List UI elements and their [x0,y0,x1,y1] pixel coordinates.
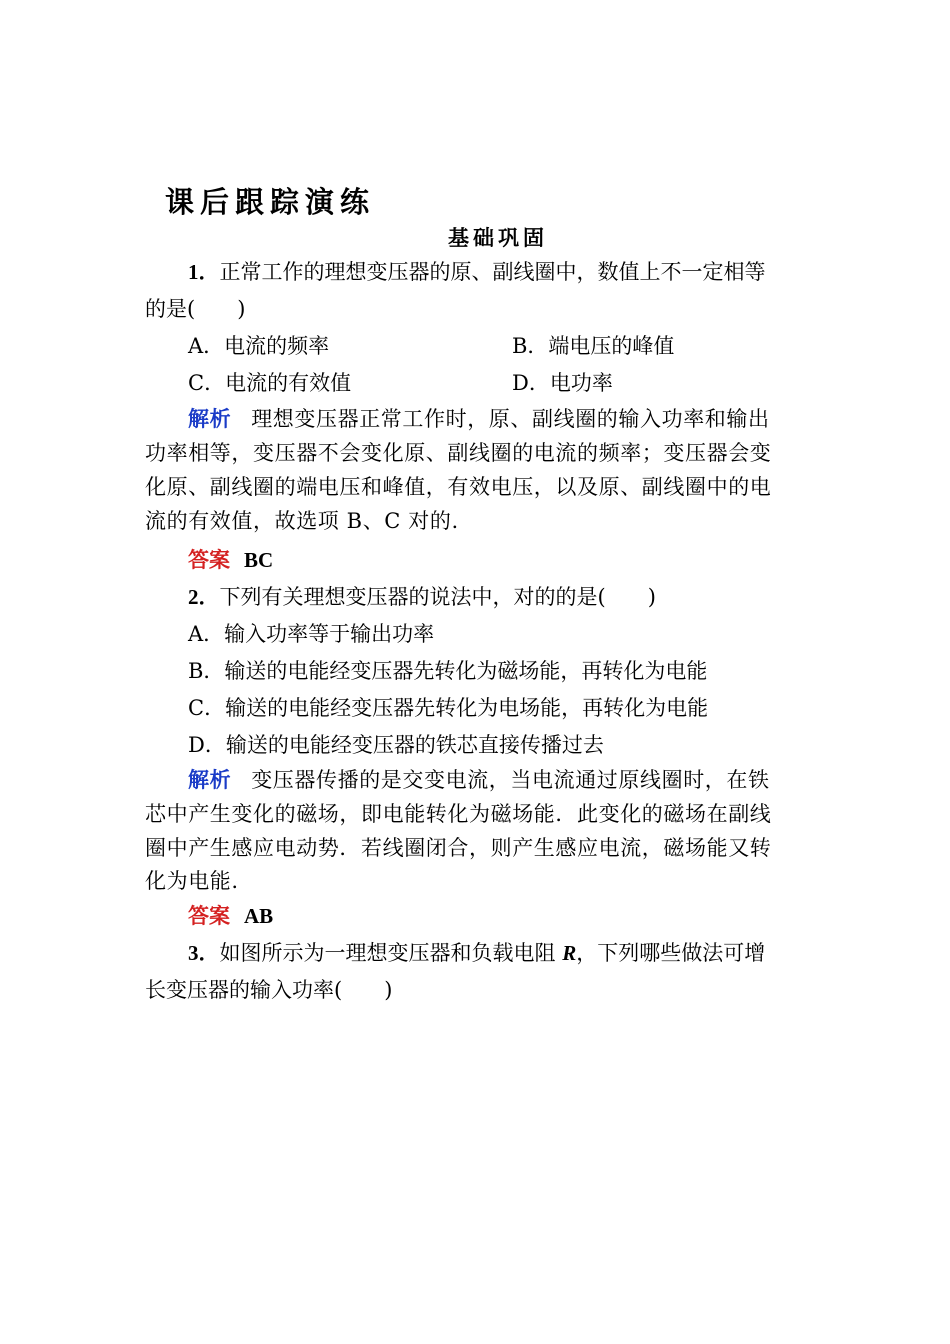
question-1-option-b: B．端电压的峰值 [512,334,675,358]
question-1-option-c: C．电流的有效值 [188,371,352,395]
question-1-line-1 [188,258,766,286]
answer-value: BC [244,548,274,572]
question-3-text-a: 如图所示为一理想变压器和负载电阻 [219,941,563,965]
question-1-line-2: 的是( ) [145,297,246,321]
question-3-line-1 [188,939,765,967]
question-3-text-b: ，下列哪些做法可增 [576,941,766,965]
question-1-analysis-line-2: 功率相等，变压器不会变化原、副线圈的电流的频率；变压器会变 [145,441,772,465]
question-2-option-b: B．输送的电能经变压器先转化为磁场能，再转化为电能 [188,659,708,683]
question-1-analysis-line-3: 化原、副线圈的端电压和峰值，有效电压，以及原、副线圈中的电 [145,475,772,499]
question-1-option-d: D．电功率 [512,371,613,395]
question-3-line-2: 长变压器的输入功率( ) [145,978,393,1002]
question-2-line-1 [188,583,656,611]
question-1-analysis-line-1 [188,405,770,433]
question-2-option-d: D．输送的电能经变压器的铁芯直接传播过去 [188,733,604,757]
analysis-text: 变压器传播的是交变电流，当电流通过原线圈时，在铁 [251,768,770,792]
question-2-answer [188,902,273,930]
question-1-answer [188,546,273,574]
question-1-text: 正常工作的理想变压器的原、副线圈中，数值上不一定相等 [219,260,766,284]
analysis-label: 解析 [188,768,232,792]
answer-value: AB [244,904,274,928]
question-1-analysis-line-4: 流的有效值，故选项 B、C 对的. [145,509,459,533]
question-2-option-a: A．输入功率等于输出功率 [188,622,435,646]
section-heading: 基础巩固 [448,226,548,250]
question-2-text: 下列有关理想变压器的说法中，对的的是( ) [219,585,656,609]
question-2-analysis-line-1 [188,766,770,794]
question-2-option-c: C．输送的电能经变压器先转化为电场能，再转化为电能 [188,696,709,720]
answer-label: 答案 [188,548,230,572]
analysis-text: 理想变压器正常工作时，原、副线圈的输入功率和输出 [251,407,770,431]
question-2-analysis-line-4: 化为电能. [145,869,239,893]
question-3-number: 3． [188,941,220,965]
question-3-variable: R [562,941,577,965]
question-1-option-a: A．电流的频率 [188,334,330,358]
question-2-analysis-line-3: 圈中产生感应电动势．若线圈闭合，则产生感应电流，磁场能又转 [145,836,772,860]
question-2-number: 2． [188,585,220,609]
question-2-analysis-line-2: 芯中产生变化的磁场，即电能转化为磁场能．此变化的磁场在副线 [145,802,772,826]
answer-label: 答案 [188,904,230,928]
question-1-number: 1． [188,260,220,284]
page-title: 课后跟踪演练 [165,185,376,219]
analysis-label: 解析 [188,407,232,431]
